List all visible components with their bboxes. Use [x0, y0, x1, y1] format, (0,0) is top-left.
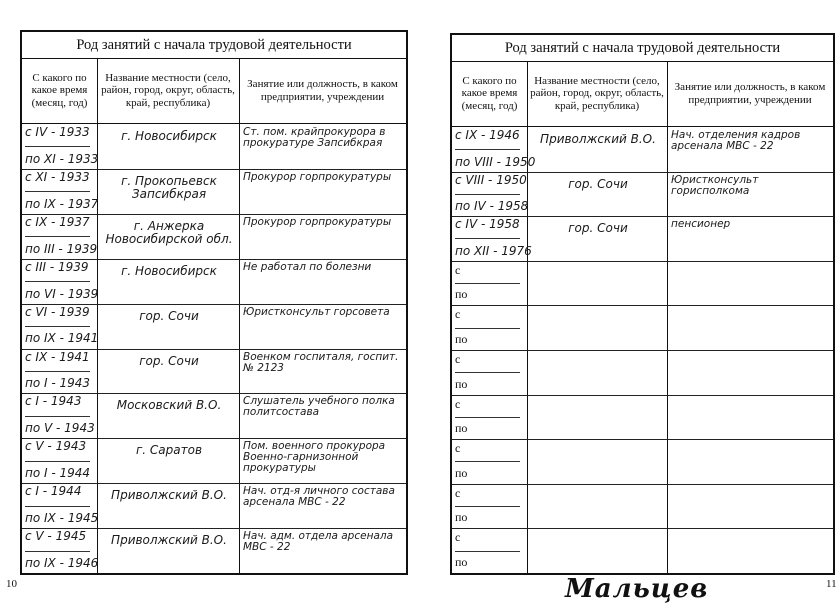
period-cell — [452, 261, 527, 306]
place-cell: Приволжский В.О. — [111, 533, 227, 548]
place-cell: г. Прокопьевск Запсибкрая — [121, 173, 217, 201]
occupation-cell — [671, 442, 829, 482]
right-page-number: 11 — [826, 578, 837, 590]
period-divider-line — [455, 328, 520, 329]
right-work-history-table — [450, 33, 835, 575]
right-header-place: Название местности (село, район, город, округ, область, край, республика) — [527, 61, 667, 127]
occupation-cell — [671, 398, 829, 438]
period-cell — [452, 350, 527, 395]
period-cell — [22, 483, 97, 528]
period-cell — [22, 528, 97, 573]
period-from: с — [455, 352, 461, 366]
occupation-cell: Прокурор горпрокуратуры — [243, 170, 392, 183]
left-column-divider — [97, 58, 98, 573]
period-cell — [22, 304, 97, 349]
period-to: по VI - 1939 — [25, 286, 99, 301]
period-divider-line — [455, 283, 520, 284]
occupation-cell: Слушатель учебного полка политсостава — [243, 395, 395, 419]
period-divider-line — [455, 506, 520, 507]
occupation-cell: Нач. отд-я личного состава арсенала МВС - 22 — [243, 485, 395, 509]
period-from: с XI - 1933 — [25, 169, 90, 184]
period-to: по — [455, 554, 468, 569]
period-to: по IX - 1941 — [25, 331, 99, 346]
period-cell — [22, 438, 97, 483]
period-from: с VIII - 1950 — [455, 172, 527, 187]
place-cell: гор. Сочи — [568, 176, 628, 191]
period-divider-line — [455, 194, 520, 195]
period-cell — [452, 439, 527, 484]
period-from: с I - 1943 — [25, 394, 82, 409]
period-from: с V - 1945 — [25, 529, 87, 544]
period-to: по — [455, 510, 468, 525]
period-to: по — [455, 421, 468, 436]
place-cell — [531, 534, 665, 571]
signature: Мальцев — [565, 574, 709, 604]
left-table-title: Род занятий с начала трудовой деятельности — [22, 32, 406, 59]
period-from: с IX - 1946 — [455, 128, 520, 142]
place-cell: гор. Сочи — [568, 221, 628, 236]
occupation-cell: Прокурор горпрокуратуры — [243, 215, 392, 228]
period-divider-line — [455, 372, 520, 373]
period-from: с — [455, 396, 461, 411]
place-cell — [531, 445, 665, 482]
right-header-period: С какого по какое время (месяц, год) — [452, 61, 527, 127]
period-from: с IX - 1937 — [25, 214, 90, 229]
period-cell — [22, 393, 97, 438]
period-cell — [22, 214, 97, 259]
period-from: с — [455, 307, 461, 322]
period-cell — [452, 528, 527, 573]
place-cell: Приволжский В.О. — [540, 132, 656, 146]
period-from: с III - 1939 — [25, 259, 89, 274]
right-column-divider — [667, 61, 668, 573]
period-to: по IX - 1937 — [25, 196, 99, 211]
occupation-cell — [671, 264, 829, 304]
place-cell — [531, 267, 665, 304]
place-cell: г. Новосибирск — [121, 263, 217, 278]
place-cell: г. Новосибирск — [121, 129, 217, 143]
period-from: с IX - 1941 — [25, 349, 90, 364]
period-divider-line — [25, 506, 90, 507]
occupation-cell: Нач. адм. отдела арсенала МВС - 22 — [243, 530, 394, 554]
period-to: по IV - 1958 — [455, 199, 529, 214]
place-cell — [531, 401, 665, 438]
period-divider-line — [25, 551, 90, 552]
period-to: по — [455, 331, 468, 346]
period-divider-line — [455, 238, 520, 239]
period-divider-line — [25, 326, 90, 327]
period-cell — [452, 172, 527, 217]
occupation-cell — [671, 487, 829, 527]
occupation-cell: Пом. военного прокурора Военно-гарнизонной прокуратуры — [243, 440, 386, 475]
place-cell — [531, 490, 665, 527]
period-divider-line — [25, 236, 90, 237]
occupation-cell: Не работал по болезни — [243, 260, 372, 273]
left-page-number: 10 — [6, 578, 17, 590]
period-cell — [22, 349, 97, 394]
period-to: по — [455, 465, 468, 480]
period-divider-line — [455, 551, 520, 552]
period-divider-line — [25, 416, 90, 417]
period-cell — [22, 124, 97, 169]
period-divider-line — [455, 461, 520, 462]
place-cell: Приволжский В.О. — [111, 488, 227, 503]
period-divider-line — [25, 281, 90, 282]
period-cell — [452, 484, 527, 529]
occupation-cell: Юристконсульт горсовета — [243, 305, 390, 318]
period-from: с — [455, 530, 461, 545]
left-header-place: Название местности (село, район, город, округ, область, край, республика) — [97, 58, 239, 124]
period-to: по I - 1943 — [25, 376, 91, 391]
left-column-divider — [239, 58, 240, 573]
period-to: по V - 1943 — [25, 421, 95, 436]
period-cell — [452, 127, 536, 172]
period-divider-line — [25, 371, 90, 372]
place-cell: Московский В.О. — [116, 398, 222, 413]
period-from: с IV - 1958 — [455, 217, 520, 232]
period-from: с I - 1944 — [25, 484, 82, 499]
occupation-cell: Ст. пом. крайпрокурора в прокуратуре Запсибкрая — [243, 126, 386, 149]
place-cell: г. Саратов — [135, 443, 203, 458]
period-divider-line — [455, 149, 520, 150]
place-cell — [531, 356, 665, 393]
period-from: с — [455, 441, 461, 456]
period-cell — [22, 169, 97, 214]
period-to: по — [455, 287, 468, 302]
right-table-title: Род занятий с начала трудовой деятельности — [452, 35, 833, 62]
period-to: по III - 1939 — [25, 241, 98, 256]
period-from: с — [455, 485, 461, 500]
period-to: по I - 1944 — [25, 466, 91, 481]
place-cell: гор. Сочи — [139, 353, 199, 368]
occupation-cell — [671, 531, 829, 571]
right-column-divider — [527, 61, 528, 573]
period-to: по IX - 1945 — [25, 511, 99, 526]
place-cell — [531, 311, 665, 348]
period-to: по — [455, 376, 468, 391]
period-cell — [22, 259, 97, 304]
right-header-occupation: Занятие или должность, в каком предприятии, учреждении — [667, 61, 833, 127]
place-cell: г. Анжерка Новосибирской обл. — [105, 218, 233, 246]
period-divider-line — [25, 461, 90, 462]
period-cell — [452, 216, 532, 261]
period-from: с VI - 1939 — [25, 304, 90, 319]
period-cell — [452, 305, 527, 350]
occupation-cell — [671, 308, 829, 348]
occupation-cell: Нач. отделения кадров арсенала МВС - 22 — [671, 129, 801, 152]
period-to: по XI - 1933 — [25, 151, 99, 166]
occupation-cell: Военком госпиталя, госпит. № 2123 — [243, 350, 399, 374]
period-to: по IX - 1946 — [25, 555, 99, 570]
period-cell — [452, 395, 527, 440]
period-from: с — [455, 262, 461, 277]
occupation-cell: Юристконсульт горисполкома — [671, 173, 759, 197]
period-to: по XII - 1976 — [455, 243, 532, 258]
period-divider-line — [25, 191, 90, 192]
left-work-history-table — [20, 30, 408, 575]
period-divider-line — [25, 146, 90, 147]
period-divider-line — [455, 417, 520, 418]
place-cell: гор. Сочи — [139, 308, 199, 323]
period-from: с V - 1943 — [25, 439, 87, 454]
left-header-occupation: Занятие или должность, в каком предприятии, учреждении — [239, 58, 406, 124]
period-to: по VIII - 1950 — [455, 154, 536, 169]
occupation-cell — [671, 353, 829, 393]
left-header-period: С какого по какое время (месяц, год) — [22, 58, 97, 124]
period-from: с IV - 1933 — [25, 125, 90, 139]
occupation-cell: пенсионер — [671, 218, 731, 231]
